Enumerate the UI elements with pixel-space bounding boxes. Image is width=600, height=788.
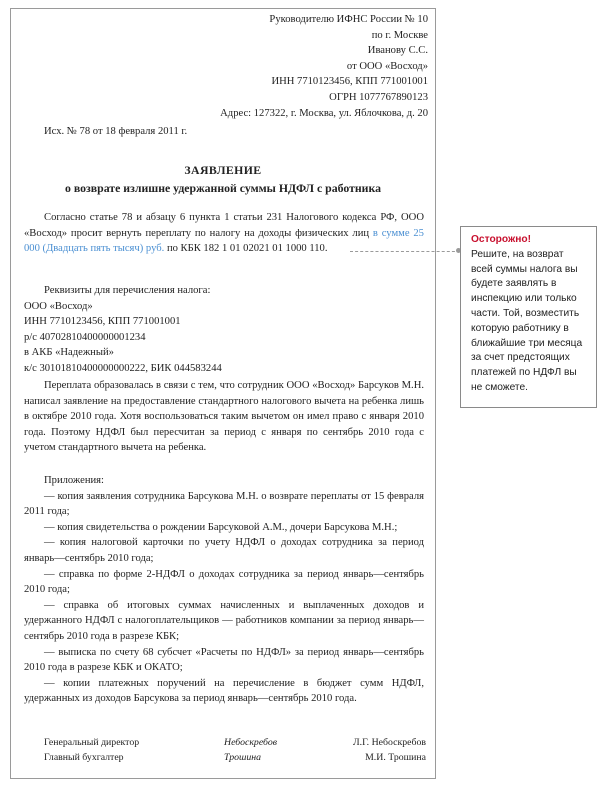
reason-text: Переплата образовалась в связи с тем, что сотрудник ООО «Восход» Барсуков М.Н. написал заявление на предоставление стандартного налогового вычета на ребенка лишь в октябре 2010 года. Хотя воспользоваться таким вычетом он имел право с января 2010 года. Поэтому НДФЛ был пересчитан за период с января по сентябрь 2010 года с учетом стандартного вычета на ребенка.: [24, 380, 424, 454]
outgoing-number: Исх. № 78 от 18 февраля 2011 г.: [44, 126, 188, 137]
requisites-line: в АКБ «Надежный»: [24, 347, 114, 359]
attachments-heading: Приложения:: [44, 475, 104, 486]
requisites-line: р/с 40702810400000001234: [24, 331, 146, 343]
attachment-item: — копия заявления сотрудника Барсукова М.Н. о возврате переплаты от 15 февраля 2011 года;: [24, 490, 424, 518]
document-subtitle: о возврате излишне удержанной суммы НДФЛ с работника: [65, 181, 381, 195]
signature-mark: Трошина: [224, 752, 262, 763]
signature-mark: Небоскребов: [224, 737, 277, 748]
addressee-line: ИНН 7710123456, КПП 771001001: [271, 76, 428, 88]
addressee-block: [220, 12, 428, 121]
attachment-item: — справка об итоговых суммах начисленных и выплаченных доходов и удержанного НДФЛ с налогоплательщиков — работников компании за период январь—сентябрь 2010 года в разрезе КБК;: [24, 599, 424, 642]
signer-name: Л.Г. Небоскребов: [353, 737, 426, 748]
requisites-line: ООО «Восход»: [24, 300, 93, 312]
attachment-item: — копия налоговой карточки по учету НДФЛ о доходах сотрудника за период январь—сентябрь 2010 года;: [24, 537, 424, 564]
request-text-end: по КБК 182 1 01 02021 01 1000 110.: [164, 243, 328, 255]
requisites-heading: Реквизиты для перечисления налога:: [44, 285, 211, 296]
addressee-line: Адрес: 127322, г. Москва, ул. Яблочкова, д. 20: [220, 107, 428, 119]
paragraph-request: [24, 210, 424, 257]
request-text-start: Согласно статье 78 и абзацу 6 пункта 1 статьи 231 Налогового кодекса РФ, ООО «Восход» просит вернуть переплату по налогу на доходы физических лиц: [24, 212, 424, 239]
warning-text: Решите, на возврат всей суммы налога вы будете заявлять в инспекцию или только части. Той, возместить которую работнику в ближайшие три месяца за счет предстоящих платежей по НДФЛ вы не сможете.: [471, 248, 583, 393]
signature-row-accountant: [44, 752, 426, 766]
addressee-line: по г. Москве: [371, 29, 428, 41]
requisites-line: ИНН 7710123456, КПП 771001001: [24, 316, 181, 328]
warning-heading: Осторожно!: [471, 234, 531, 245]
callout-leader-line: [350, 251, 460, 252]
warning-callout: [460, 226, 597, 408]
attachment-item: — копии платежных поручений на перечисление в бюджет сумм НДФЛ, удержанных из доходов Барсукова за период январь—сентябрь 2010 года.: [24, 677, 424, 705]
requisites-line: к/с 30101810400000000222, БИК 044583244: [24, 362, 222, 374]
attachment-item: — справка по форме 2-НДФЛ о доходах сотрудника за период январь—сентябрь 2010 года;: [24, 568, 424, 596]
signer-name: М.И. Трошина: [365, 752, 426, 763]
attachments-block: [24, 473, 424, 707]
requisites-block: [24, 283, 424, 377]
signer-role: Генеральный директор: [44, 737, 140, 748]
refund-amount-highlight: в сумме 25 000 (Двадцать пять тысяч) руб.: [24, 227, 424, 255]
attachment-item: — выписка по счету 68 субсчет «Расчеты по НДФЛ» за период январь—сентябрь 2010 года в разрезе КБК и ОКАТО;: [24, 646, 424, 674]
addressee-line: Иванову С.С.: [367, 45, 428, 57]
signer-role: Главный бухгалтер: [44, 752, 124, 763]
addressee-line: от ООО «Восход»: [346, 60, 428, 72]
addressee-line: Руководителю ИФНС России № 10: [269, 14, 428, 25]
addressee-line: ОГРН 1077767890123: [329, 91, 428, 103]
signature-row-director: [44, 737, 426, 751]
attachment-item: — копия свидетельства о рождении Барсуковой А.М., дочери Барсукова М.Н.;: [44, 521, 398, 533]
paragraph-reason: [24, 378, 424, 456]
document-title: ЗАЯВЛЕНИЕ: [184, 163, 262, 177]
